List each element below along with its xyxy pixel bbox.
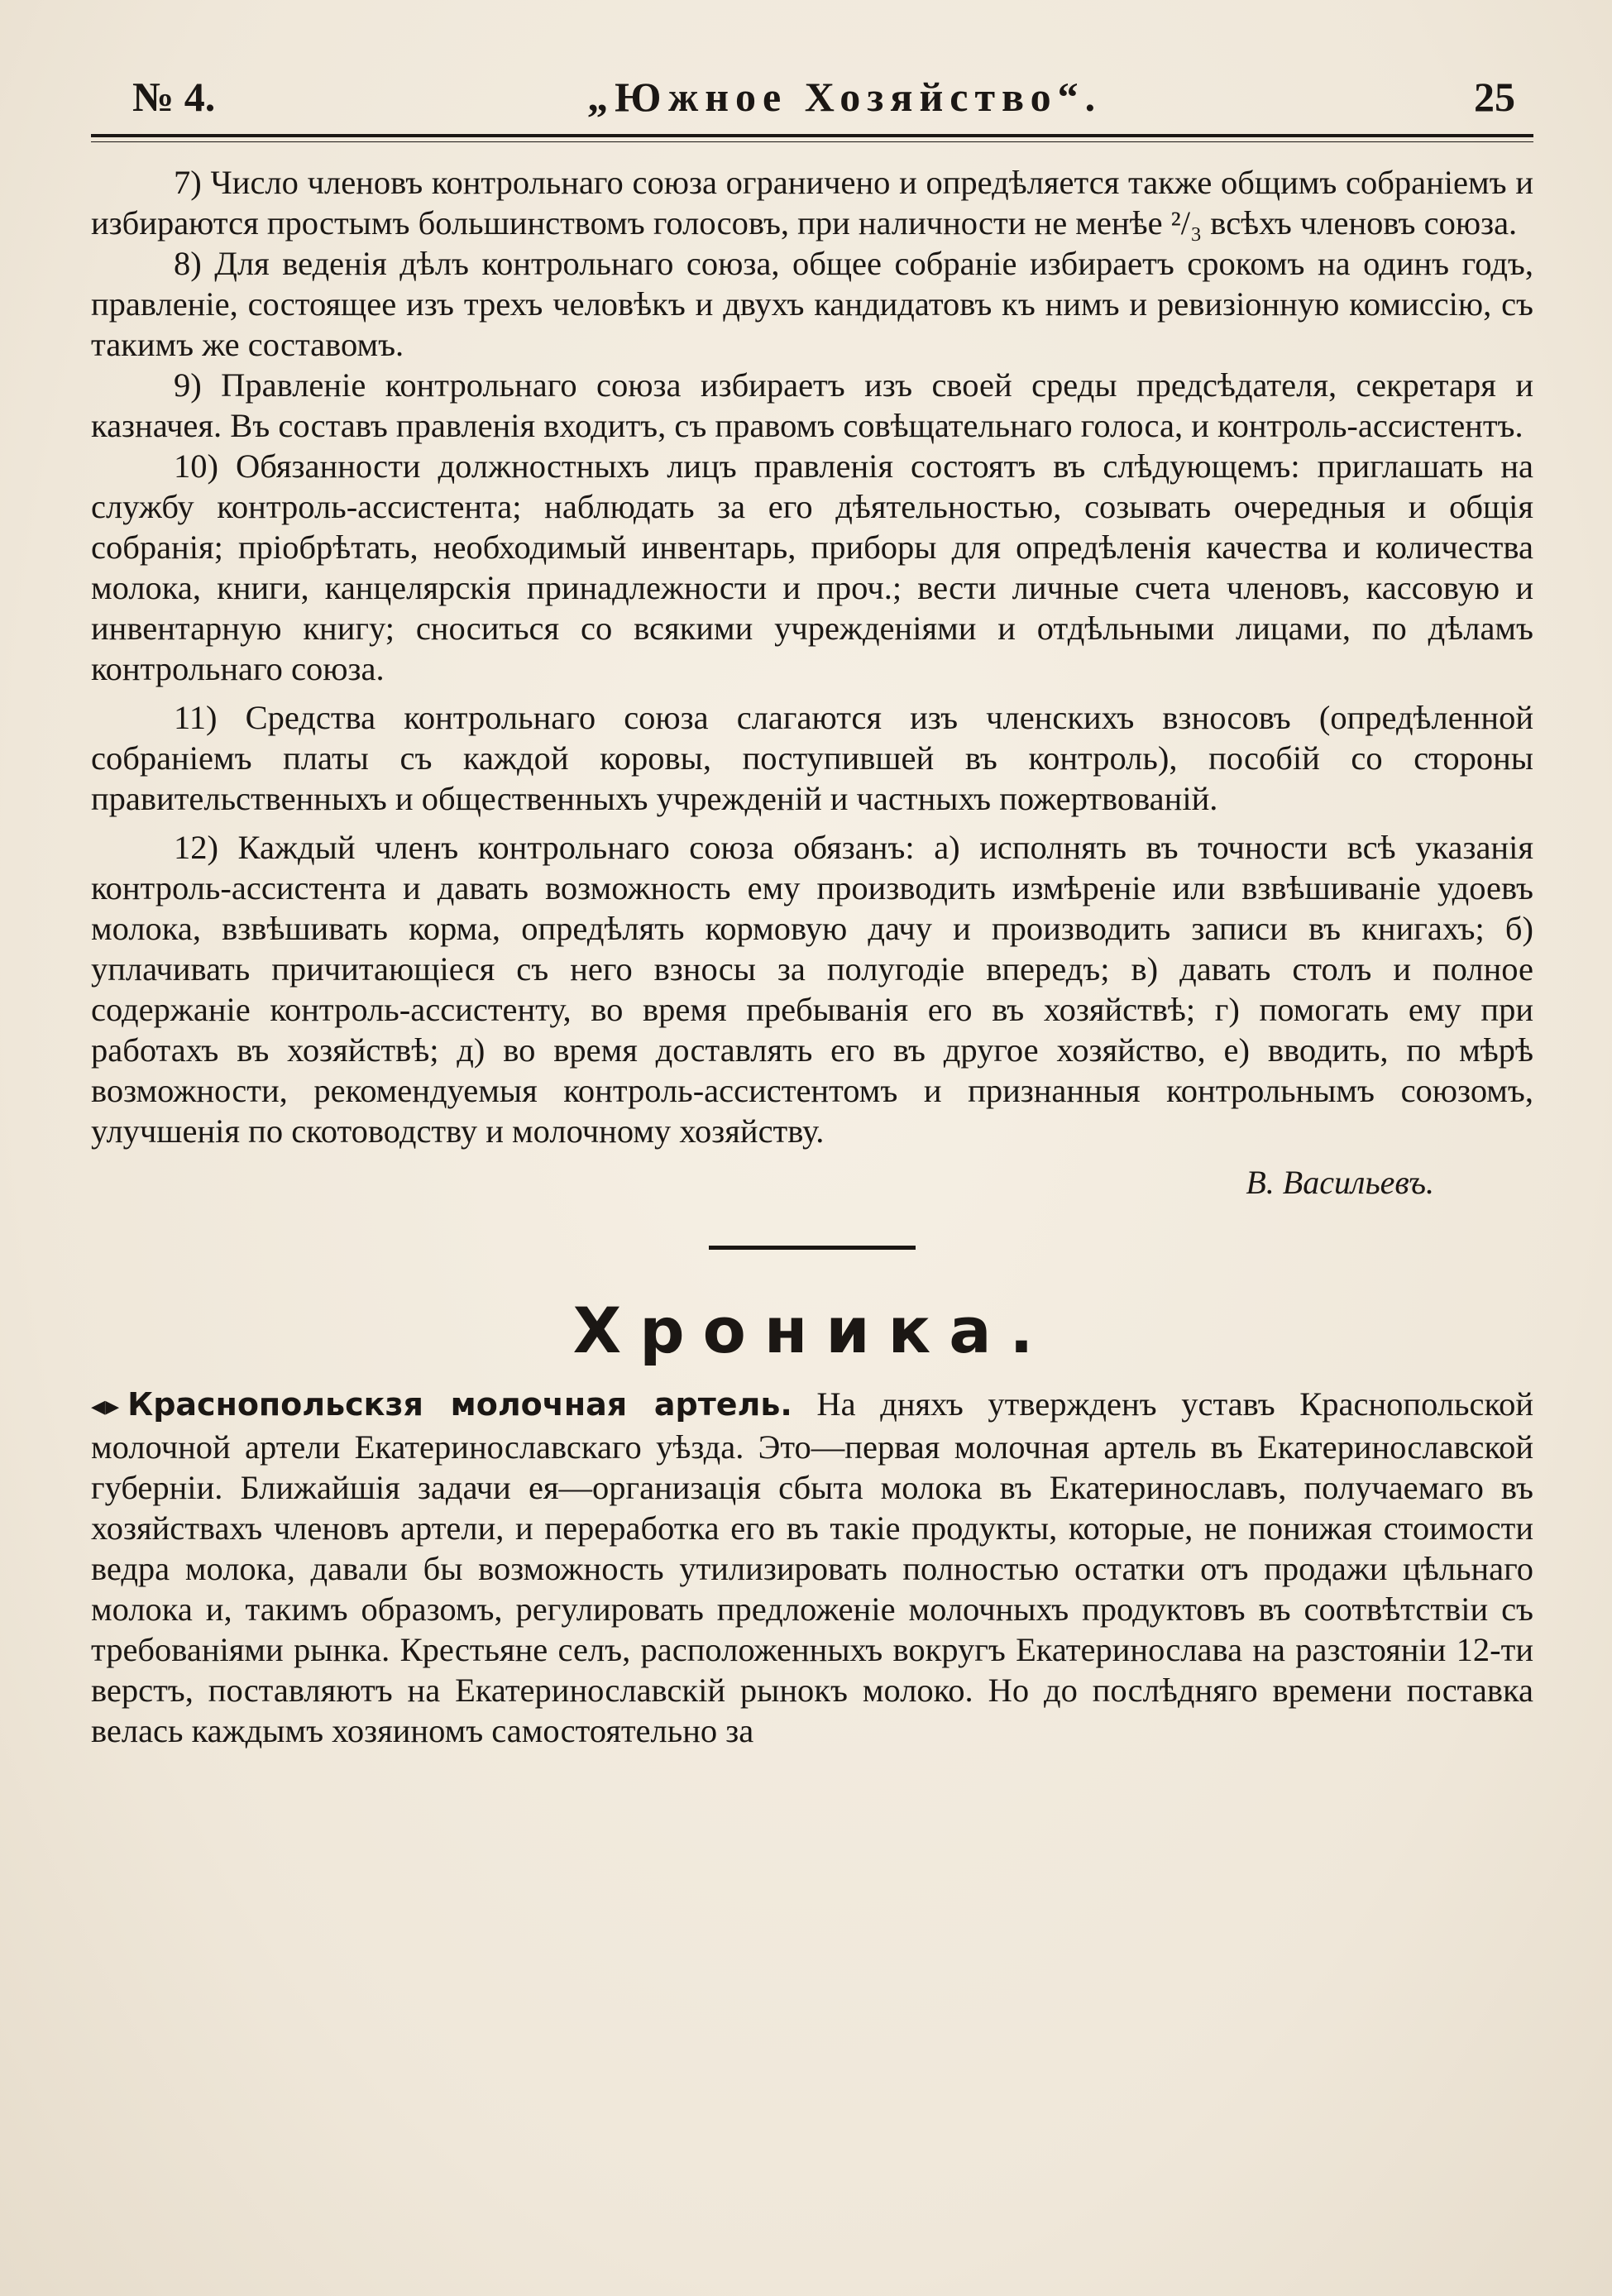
- article-body: [91, 162, 1533, 1151]
- article-paragraph: 9) Правленіе контрольнаго союза избираетъ изъ своей среды предсѣдателя, секретаря и казначея. Въ составъ правленія входитъ, съ правомъ совѣщательнаго голоса, и контроль-ассистентъ.: [91, 366, 1533, 444]
- issue-number: № 4.: [132, 74, 216, 120]
- section-divider: [709, 1246, 916, 1250]
- running-head: [91, 73, 1533, 124]
- chronicle-lead: Краснопольскзя молочная артель.: [127, 1386, 792, 1423]
- article-paragraph: 11) Средства контрольнаго союза слагаются изъ членскихъ взносовъ (опредѣленной собраніемъ платы съ каждой коровы, поступившей въ контроль), пособій со стороны правительственныхъ и общественныхъ учрежденій и частныхъ пожертвованій.: [91, 699, 1533, 817]
- article-paragraph: 7) Число членовъ контрольнаго союза ограничено и опредѣляется также общимъ собраніемъ и избираются простымъ большинствомъ голосовъ, при наличности не менѣе ²/₃ всѣхъ членовъ союза.: [91, 164, 1533, 242]
- header-rule: [91, 134, 1533, 142]
- article-paragraph: 12) Каждый членъ контрольнаго союза обязанъ: а) исполнять въ точности всѣ указанія контроль-ассистента и давать возможность ему производить измѣреніе или взвѣшиваніе удоевъ молока, взвѣшивать корма, опредѣлять кормовую дачу и производить записи въ книгахъ; б) уплачивать причитающіеся съ него взносы за полугодіе впередъ; в) давать столъ и полное содержаніе контроль-ассистенту, во время пребыванія его въ хозяйствѣ; г) помогать ему при работахъ въ хозяйствѣ; д) во время доставлять его въ другое хозяйство, е) вводить, по мѣрѣ возможности, рекомендуемыя контроль-ассистентомъ и признанныя контрольнымъ союзомъ, улучшенія по скотоводству и молочному хозяйству.: [91, 829, 1533, 1150]
- chronicle-body: [91, 1384, 1533, 1751]
- section-heading: Хроника.: [572, 1294, 1052, 1367]
- page-number: 25: [1473, 74, 1515, 120]
- journal-title: „Южное Хозяйство“.: [587, 74, 1103, 120]
- author-signature: В. Васильевъ.: [1246, 1164, 1434, 1201]
- article-paragraph: 10) Обязанности должностныхъ лицъ правленія состоятъ въ слѣдующемъ: приглашать на службу контроль-ассистента; наблюдать за его дѣятельностью, созывать очередныя и общія собранія; пріобрѣтать, необходимый инвентарь, приборы для опредѣленія качества и количества молока, книги, канцелярскія принадлежности и проч.; вести личные счета членовъ, кассовую и инвентарную книгу; сноситься со всякими учрежденіями и отдѣльными лицами, по дѣламъ контрольнаго союза.: [91, 447, 1533, 687]
- bullet-marker-icon: ◂▸: [91, 1391, 120, 1422]
- chronicle-paragraph: [91, 1384, 1533, 1751]
- article-paragraph: 8) Для веденія дѣлъ контрольнаго союза, общее собраніе избираетъ срокомъ на одинъ годъ, правленіе, состоящее изъ трехъ человѣкъ и двухъ кандидатовъ къ нимъ и ревизіонную комиссію, съ такимъ же составомъ.: [91, 245, 1533, 363]
- chronicle-text: На дняхъ утвержденъ уставъ Краснопольской молочной артели Екатеринославскаго уѣзда. Это—первая молочная артель въ Екатеринославской губерніи. Ближайшія задачи ея—организація сбыта молока въ Екатеринославъ, получаемаго въ хозяйствахъ членовъ артели, и переработка его въ такіе продукты, которые, не понижая стоимости ведра молока, давали бы возможность утилизировать полностью остатки отъ продажи цѣльнаго молока и, такимъ образомъ, регулировать предложеніе молочныхъ продуктовъ въ соотвѣтствіи съ требованіями рынка. Крестьяне селъ, расположенныхъ вокругъ Екатеринослава на разстояніи 12-ти верстъ, поставляютъ на Екатеринославскій рынокъ молоко. Но до послѣдняго времени поставка велась каждымъ хозяиномъ самостоятельно за: [91, 1385, 1534, 1749]
